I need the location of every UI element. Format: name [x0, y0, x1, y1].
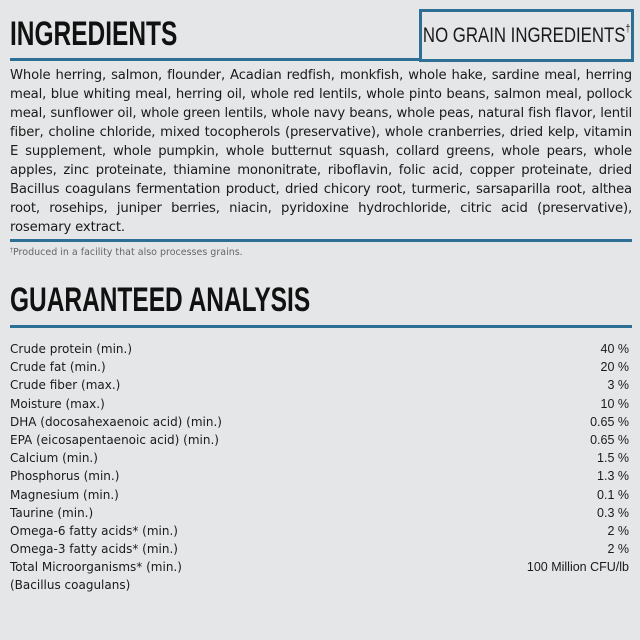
guaranteed-analysis-rule [10, 325, 632, 328]
analysis-row-crude-protein [10, 340, 629, 358]
analysis-label: EPA (eicosapentaenoic acid) (min.) [10, 432, 219, 447]
analysis-label: Crude protein (min.) [10, 342, 133, 356]
analysis-label: Taurine (min.) [10, 505, 94, 520]
analysis-label: Calcium (min.) [10, 451, 98, 466]
analysis-row-calcium [10, 449, 629, 467]
analysis-value: 3 % [607, 378, 629, 393]
footnote-dagger-marker: † [10, 247, 13, 254]
analysis-row-omega-6 [10, 522, 629, 540]
analysis-label: Total Microorganisms* (min.) [10, 560, 182, 575]
analysis-row-taurine [10, 504, 629, 522]
grain-footnote [10, 247, 243, 258]
analysis-value: 40 % [600, 342, 629, 356]
ingredients-bottom-rule [10, 239, 632, 242]
no-grain-badge-text [423, 23, 630, 48]
analysis-label: Crude fat (min.) [10, 360, 106, 375]
analysis-label: Moisture (max.) [10, 396, 105, 411]
ingredients-heading-rule [10, 58, 420, 61]
analysis-label: Omega-3 fatty acids* (min.) [10, 542, 178, 557]
analysis-value: 0.1 % [597, 487, 629, 502]
analysis-label: (Bacillus coagulans) [10, 578, 131, 593]
analysis-value: 100 Million CFU/lb [526, 560, 629, 575]
analysis-label: Magnesium (min.) [10, 487, 119, 502]
analysis-label: Omega-6 fatty acids* (min.) [10, 523, 178, 538]
footnote-text: Produced in a facility that also processes grains. [13, 247, 243, 258]
analysis-value: 1.5 % [597, 451, 629, 466]
no-grain-badge [419, 9, 634, 62]
analysis-label: Phosphorus (min.) [10, 469, 120, 484]
guaranteed-analysis-table [10, 340, 629, 595]
analysis-value: 20 % [600, 360, 629, 375]
no-grain-badge-label: NO GRAIN INGREDIENTS [422, 24, 626, 47]
ingredients-heading: INGREDIENTS [10, 15, 178, 53]
analysis-row-bacillus-coagulans [10, 576, 629, 594]
analysis-value: 0.65 % [590, 432, 629, 447]
analysis-row-moisture [10, 395, 629, 413]
analysis-value: 2 % [607, 542, 629, 557]
analysis-value: 2 % [607, 523, 629, 538]
analysis-row-omega-3 [10, 540, 629, 558]
analysis-label: DHA (docosahexaenoic acid) (min.) [10, 414, 222, 429]
analysis-row-epa [10, 431, 629, 449]
guaranteed-analysis-heading: GUARANTEED ANALYSIS [10, 281, 311, 319]
dagger-marker: † [625, 23, 631, 35]
analysis-label: Crude fiber (max.) [10, 378, 121, 393]
ingredients-list-text: Whole herring, salmon, flounder, Acadian redfish, monkfish, whole hake, sardine meal, herring meal, blue whiting meal, herring oil, whole red lentils, whole pinto beans, salmon meal, pollock meal, sunflower oil, whole green lentils, whole navy beans, whole peas, natural fish flavor, lentil fiber, choline chloride, mixed tocopherols (preservative), whole cranberries, dried kelp, vitamin E supplement, whole pumpkin, whole butternut squash, collard greens, whole pears, whole apples, zinc proteinate, thiamine mononitrate, riboflavin, folic acid, copper proteinate, dried Bacillus coagulans fermentation product, dried chicory root, turmeric, sarsaparilla root, althea root, rosehips, juniper berries, niacin, pyridoxine hydrochloride, citric acid (preservative), rosemary extract. [10, 68, 632, 235]
analysis-row-crude-fat [10, 358, 629, 376]
analysis-value: 0.3 % [597, 505, 629, 520]
analysis-value: 0.65 % [590, 414, 629, 429]
analysis-value: 1.3 % [597, 469, 629, 484]
analysis-row-dha [10, 413, 629, 431]
analysis-row-crude-fiber [10, 376, 629, 394]
analysis-row-phosphorus [10, 467, 629, 485]
analysis-row-magnesium [10, 486, 629, 504]
analysis-value: 10 % [600, 396, 629, 411]
analysis-row-total-microorganisms [10, 558, 629, 576]
